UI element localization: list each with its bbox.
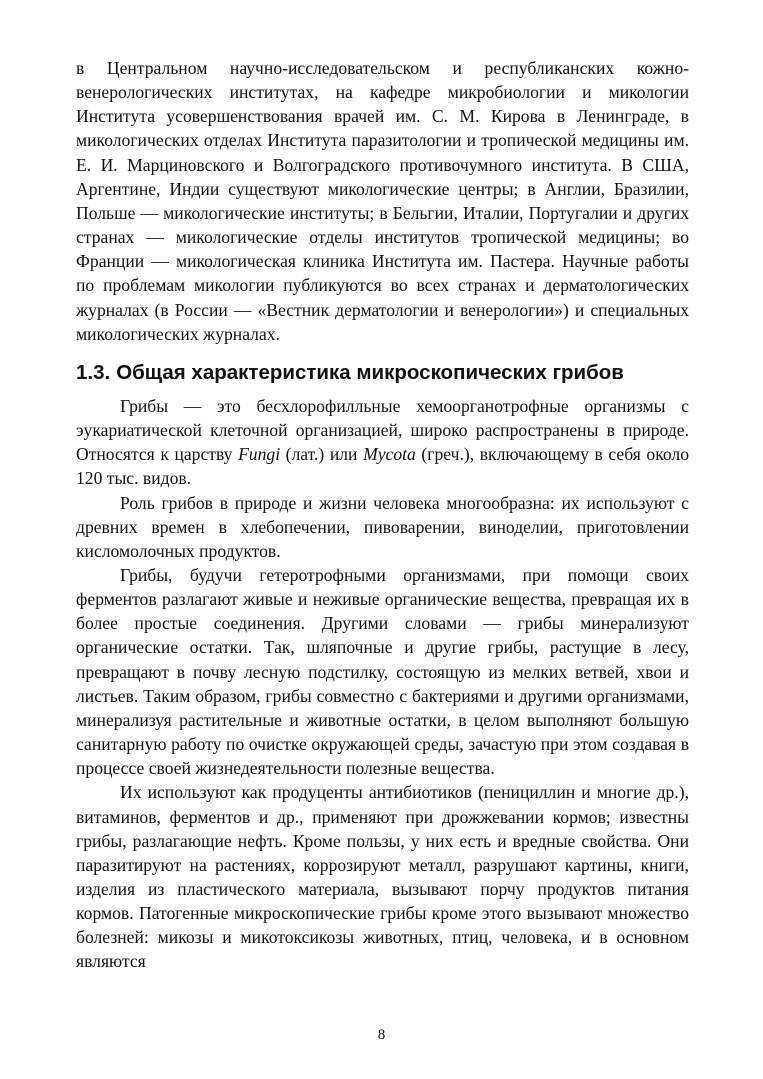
section-title: Общая характеристика микроскопических грибов	[116, 360, 624, 384]
page-body	[76, 56, 689, 974]
paragraph-role	[76, 491, 689, 563]
text-segment: (греч.), включающему в себя около 120 тыс. видов.	[76, 444, 690, 489]
text-segment: Их используют как продуценты антибиотиков (пенициллин и многие др.), витаминов, ферментов и др., применяют при дрожжевании кормов; известны грибы, разлагающие нефть. Кроме пользы, у них есть и вредные свойства. Они паразитируют на растениях, коррозируют металл, разрушают картины, книги, изделия из пластического материала, вызывают порчу продуктов питания кормов. Патогенные микроскопические грибы кроме этого вызывают множество болезней: микозы и микотоксикозы животных, птиц, человека, и в основном являются	[76, 782, 689, 972]
text-segment: Роль грибов в природе и жизни человека многообразна: их используют с древних времен в хлебопечении, пивоварении, виноделии, приготовлении кисломолочных продуктов.	[76, 492, 689, 561]
text-segment: Грибы — это бесхлорофилльные хемоорганотрофные организмы с эукариатической клеточной организацией, широко распространены в природе. Относятся к царству	[76, 395, 689, 465]
paragraph-uses	[76, 780, 689, 973]
section-heading	[76, 360, 689, 386]
page-number: 8	[377, 1027, 386, 1043]
section-number: 1.3.	[76, 360, 111, 384]
italic-term: Mycota	[363, 444, 416, 465]
text-segment: Грибы, будучи гетеротрофными организмами, при помощи своих ферментов разлагают живые и неживые органические вещества, превращая их в более простые соединения. Другими словами — грибы минерализуют органические остатки. Так, шляпочные и другие грибы, растущие в лесу, превращают в почву лесную подстилку, состоящую из мелких ветвей, хвои и листьев. Таким образом, грибы совместно с бактериями и другими организмами, минерализуя растительные и животные остатки, в целом выполняют большую санитарную работу по очистке окружающей среды, зачастую при этом создавая в процессе своей жизнедеятельности полезные вещества.	[76, 564, 689, 779]
text-segment: в Центральном научно-исследовательском и республиканских кожно-венерологических институтах, на кафедре микробиологии и микологии Института усовершенствования врачей им. С. М. Кирова в Ленинграде, в микологических отделах Института паразитологии и тропической медицины им. Е. И. Марциновского и Волгоградского противочумного института. В США, Аргентине, Индии существуют микологические центры; в Англии, Бразилии, Польше — микологические институты; в Бельгии, Италии, Португалии и других странах — микологические отделы институтов тропической медицины; во Франции — микологическая клиника Института им. Пастера. Научные работы по проблемам микологии публикуются во всех странах и дерматологических журналах (в России — «Вестник дерматологии и венерологии») и специальных микологических журналах.	[76, 58, 689, 344]
text-segment: (лат.) или	[280, 444, 364, 465]
paragraph-definition	[76, 394, 689, 491]
italic-term: Fungi	[238, 444, 281, 465]
paragraph-heterotrophs	[76, 563, 689, 780]
paragraph-intro-continuation	[76, 56, 689, 346]
